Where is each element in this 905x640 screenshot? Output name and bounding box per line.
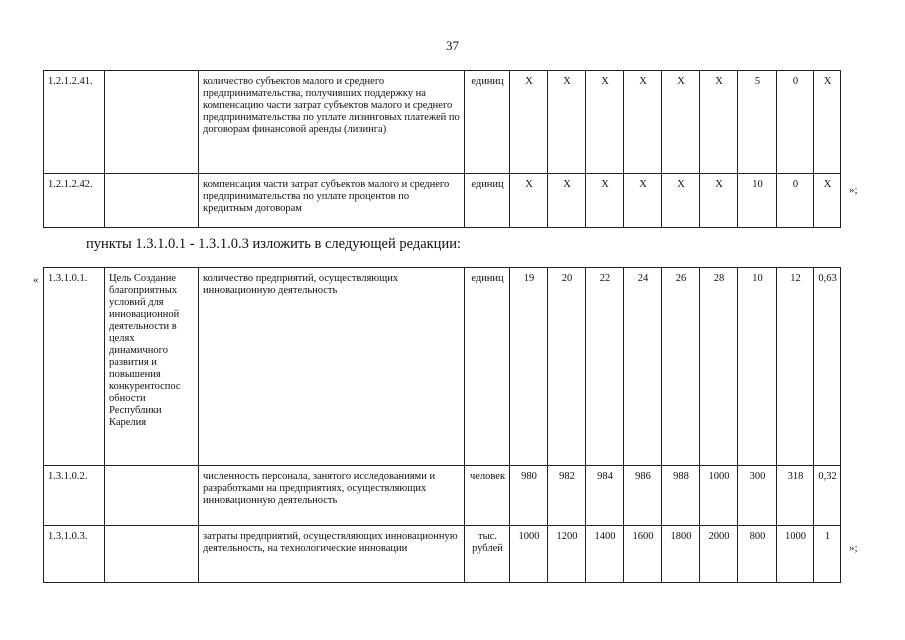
value-cell: 20 bbox=[548, 268, 586, 466]
goal-cell: Цель Создание благоприятных условий для инновационной деятельности в целях динамичного развития и повышения конкурентоспос обности Республики Карелия bbox=[105, 268, 199, 466]
unit-cell: единиц bbox=[465, 174, 510, 228]
value-cell: 2000 bbox=[700, 526, 738, 583]
goal-cell bbox=[105, 466, 199, 526]
value-cell: 300 bbox=[738, 466, 777, 526]
value-cell: X bbox=[700, 174, 738, 228]
table-row bbox=[44, 174, 841, 228]
indicator-cell: компенсация части затрат субъектов малого и среднего предпринимательства по уплате процентов по кредитным договорам bbox=[199, 174, 465, 228]
value-cell: X bbox=[624, 174, 662, 228]
value-cell: X bbox=[548, 71, 586, 174]
value-cell: 1800 bbox=[662, 526, 700, 583]
row-code: 1.3.1.0.2. bbox=[44, 466, 105, 526]
table-row bbox=[44, 526, 841, 583]
indicator-cell: количество субъектов малого и среднего предпринимательства, получивших поддержку на компенсацию части затрат субъектов малого и среднего предпринимательства по уплате лизинговых платежей по договорам финансовой аренды (лизинга) bbox=[199, 71, 465, 174]
value-cell: X bbox=[510, 71, 548, 174]
row-code: 1.3.1.0.1. bbox=[44, 268, 105, 466]
page-number: 37 bbox=[446, 38, 459, 53]
unit-cell: человек bbox=[465, 466, 510, 526]
value-cell: X bbox=[700, 71, 738, 174]
value-cell: 984 bbox=[586, 466, 624, 526]
unit-cell: единиц bbox=[465, 71, 510, 174]
value-cell: 24 bbox=[624, 268, 662, 466]
value-cell: 0 bbox=[777, 71, 814, 174]
value-cell: X bbox=[548, 174, 586, 228]
value-cell: X bbox=[662, 71, 700, 174]
row-code: 1.2.1.2.41. bbox=[44, 71, 105, 174]
value-cell: 1000 bbox=[700, 466, 738, 526]
value-cell: X bbox=[586, 174, 624, 228]
value-cell: 12 bbox=[777, 268, 814, 466]
value-cell: X bbox=[510, 174, 548, 228]
value-cell: 0 bbox=[777, 174, 814, 228]
goal-cell bbox=[105, 526, 199, 583]
indicators-table-top bbox=[43, 70, 841, 228]
value-cell: 318 bbox=[777, 466, 814, 526]
unit-cell: тыс. рублей bbox=[465, 526, 510, 583]
row-code: 1.2.1.2.42. bbox=[44, 174, 105, 228]
unit-cell: единиц bbox=[465, 268, 510, 466]
value-cell: 980 bbox=[510, 466, 548, 526]
value-cell: X bbox=[624, 71, 662, 174]
value-cell: 5 bbox=[738, 71, 777, 174]
indicator-cell: количество предприятий, осуществляющих инновационную деятельность bbox=[199, 268, 465, 466]
opening-quote-mark: « bbox=[33, 274, 39, 286]
value-cell: 1 bbox=[814, 526, 841, 583]
value-cell: X bbox=[662, 174, 700, 228]
indicator-cell: затраты предприятий, осуществляющих инновационную деятельность, на технологические инновации bbox=[199, 526, 465, 583]
value-cell: 982 bbox=[548, 466, 586, 526]
value-cell: 28 bbox=[700, 268, 738, 466]
value-cell: X bbox=[586, 71, 624, 174]
value-cell: 1400 bbox=[586, 526, 624, 583]
value-cell: 800 bbox=[738, 526, 777, 583]
goal-cell bbox=[105, 71, 199, 174]
value-cell: 986 bbox=[624, 466, 662, 526]
value-cell: 988 bbox=[662, 466, 700, 526]
value-cell: 1000 bbox=[510, 526, 548, 583]
closing-quote-mark: »; bbox=[849, 184, 858, 196]
value-cell: X bbox=[814, 71, 841, 174]
indicator-cell: численность персонала, занятого исследованиями и разработками на предприятиях, осуществляющих инновационную деятельность bbox=[199, 466, 465, 526]
value-cell: 1600 bbox=[624, 526, 662, 583]
table-row bbox=[44, 466, 841, 526]
value-cell: 0,32 bbox=[814, 466, 841, 526]
value-cell: 1200 bbox=[548, 526, 586, 583]
amendment-heading: пункты 1.3.1.0.1 - 1.3.1.0.3 изложить в следующей редакции: bbox=[86, 236, 461, 252]
value-cell: 1000 bbox=[777, 526, 814, 583]
table-row bbox=[44, 71, 841, 174]
value-cell: 26 bbox=[662, 268, 700, 466]
value-cell: 19 bbox=[510, 268, 548, 466]
table-row bbox=[44, 268, 841, 466]
value-cell: 22 bbox=[586, 268, 624, 466]
indicators-table-bottom bbox=[43, 267, 841, 583]
closing-quote-mark: »; bbox=[849, 542, 858, 554]
value-cell: 10 bbox=[738, 174, 777, 228]
row-code: 1.3.1.0.3. bbox=[44, 526, 105, 583]
value-cell: X bbox=[814, 174, 841, 228]
value-cell: 0,63 bbox=[814, 268, 841, 466]
value-cell: 10 bbox=[738, 268, 777, 466]
goal-cell bbox=[105, 174, 199, 228]
